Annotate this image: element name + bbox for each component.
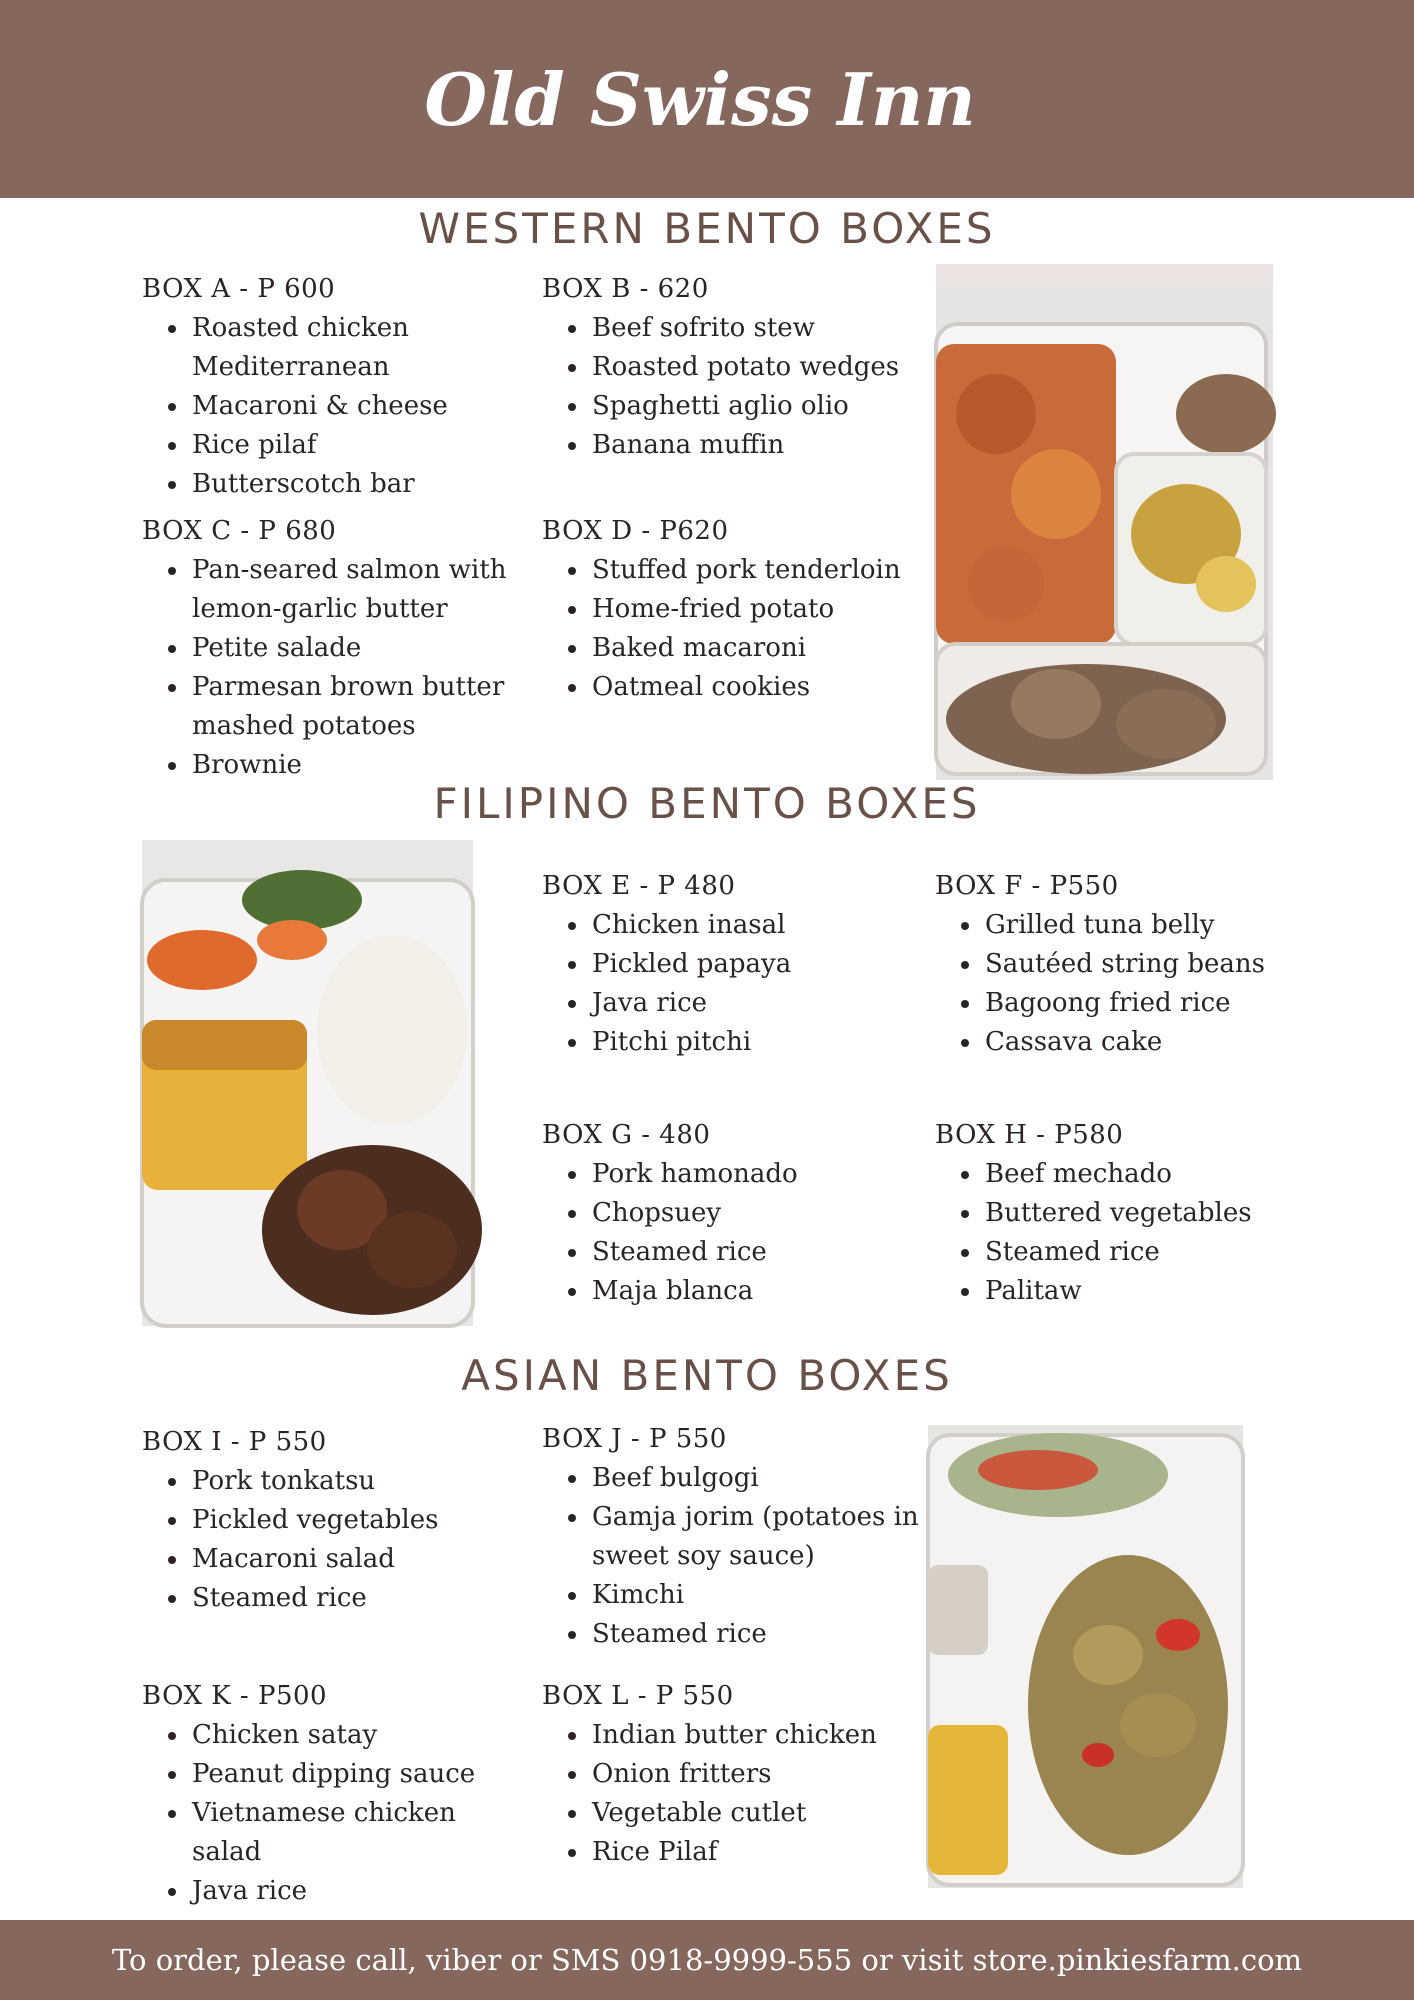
menu-item: • Rice Pilaf [590,1833,922,1872]
menu-item: • Oatmeal cookies [590,668,922,707]
box-title: BOX D - P620 [542,516,729,546]
western-bento-photo [936,264,1273,780]
menu-item: • Bagoong fried rice [983,984,1315,1023]
western-section-title: WESTERN BENTO BOXES [418,204,996,253]
menu-item: • Petite salade [190,629,522,668]
menu-item: • Palitaw [983,1272,1315,1311]
box-g [542,1116,922,1311]
menu-item: • Vegetable cutlet [590,1794,922,1833]
menu-item: • Roasted potato wedges [590,348,922,387]
menu-items [142,1716,522,1911]
box-d [542,512,922,707]
menu-item: • Beef mechado [983,1155,1315,1194]
menu-item: • Macaroni salad [190,1540,522,1579]
menu-items [542,309,922,465]
menu-items [542,551,922,707]
menu-item: • Macaroni & cheese [190,387,522,426]
asian-section-title: ASIAN BENTO BOXES [461,1351,953,1400]
menu-item: • Chicken satay [190,1716,522,1755]
menu-items [142,309,522,504]
box-title: BOX E - P 480 [542,871,736,901]
menu-items [542,906,922,1062]
box-b [542,270,922,465]
filipino-section-title: FILIPINO BENTO BOXES [433,779,981,828]
box-title: BOX B - 620 [542,274,709,304]
menu-items [935,1155,1315,1311]
header-banner [0,0,1414,198]
order-contact-text: To order, please call, viber or SMS 0918-9999-555 or visit store.pinkiesfarm.com [111,1943,1303,1977]
menu-items [142,1462,522,1618]
old-swiss-inn-logo [424,20,976,170]
box-title: BOX G - 480 [542,1120,711,1150]
menu-item: • Spaghetti aglio olio [590,387,922,426]
menu-item: • Pork hamonado [590,1155,922,1194]
menu-item: • Rice pilaf [190,426,522,465]
menu-item: • Butterscotch bar [190,465,522,504]
menu-item: • Stuffed pork tenderloin [590,551,922,590]
menu-item: • Steamed rice [190,1579,522,1618]
box-title: BOX K - P500 [142,1681,328,1711]
box-title: BOX A - P 600 [142,274,336,304]
box-title: BOX C - P 680 [142,516,337,546]
box-k [142,1677,522,1911]
menu-item: • Cassava cake [983,1023,1315,1062]
menu-item: • Buttered vegetables [983,1194,1315,1233]
box-l [542,1677,922,1872]
menu-item: • Grilled tuna belly [983,906,1315,945]
menu-item: • Sautéed string beans [983,945,1315,984]
menu-items [542,1716,922,1872]
menu-item: • Pitchi pitchi [590,1023,922,1062]
menu-item: • Onion fritters [590,1755,922,1794]
box-e [542,867,922,1062]
menu-item: • Maja blanca [590,1272,922,1311]
filipino-bento-photo [142,840,473,1326]
menu-item: • Home-fried potato [590,590,922,629]
menu-item: • Pickled vegetables [190,1501,522,1540]
menu-item: • Beef bulgogi [590,1459,922,1498]
menu-item: • Brownie [190,746,522,785]
menu-item: • Indian butter chicken [590,1716,922,1755]
menu-item: • Pork tonkatsu [190,1462,522,1501]
menu-item: • Baked macaroni [590,629,922,668]
menu-items [142,551,522,785]
box-title: BOX L - P 550 [542,1681,734,1711]
box-title: BOX F - P550 [935,871,1119,901]
box-j [542,1420,922,1654]
menu-item: • Chopsuey [590,1194,922,1233]
menu-item: • Vietnamese chicken salad [190,1794,522,1872]
asian-bento-photo [928,1425,1243,1888]
menu-item: • Chicken inasal [590,906,922,945]
menu-item: • Pan-seared salmon with lemon-garlic butter [190,551,522,629]
box-a [142,270,522,504]
menu-item: • Beef sofrito stew [590,309,922,348]
menu-item: • Pickled papaya [590,945,922,984]
svg-text:Old Swiss Inn: Old Swiss Inn [424,57,976,142]
menu-item: • Steamed rice [983,1233,1315,1272]
menu-item: • Java rice [190,1872,522,1911]
box-h [935,1116,1315,1311]
menu-items [542,1459,922,1654]
box-title: BOX I - P 550 [142,1427,327,1457]
menu-items [542,1155,922,1311]
menu-item: • Roasted chicken Mediterranean [190,309,522,387]
menu-item: • Parmesan brown butter mashed potatoes [190,668,522,746]
menu-item: • Gamja jorim (potatoes in sweet soy sauce) [590,1498,922,1576]
box-i [142,1423,522,1618]
menu-item: • Peanut dipping sauce [190,1755,522,1794]
box-title: BOX H - P580 [935,1120,1124,1150]
menu-item: • Steamed rice [590,1233,922,1272]
menu-items [935,906,1315,1062]
menu-item: • Kimchi [590,1576,922,1615]
box-f [935,867,1315,1062]
box-c [142,512,522,785]
box-title: BOX J - P 550 [542,1424,727,1454]
menu-item: • Java rice [590,984,922,1023]
menu-item: • Steamed rice [590,1615,922,1654]
footer-banner [0,1920,1414,2000]
menu-item: • Banana muffin [590,426,922,465]
